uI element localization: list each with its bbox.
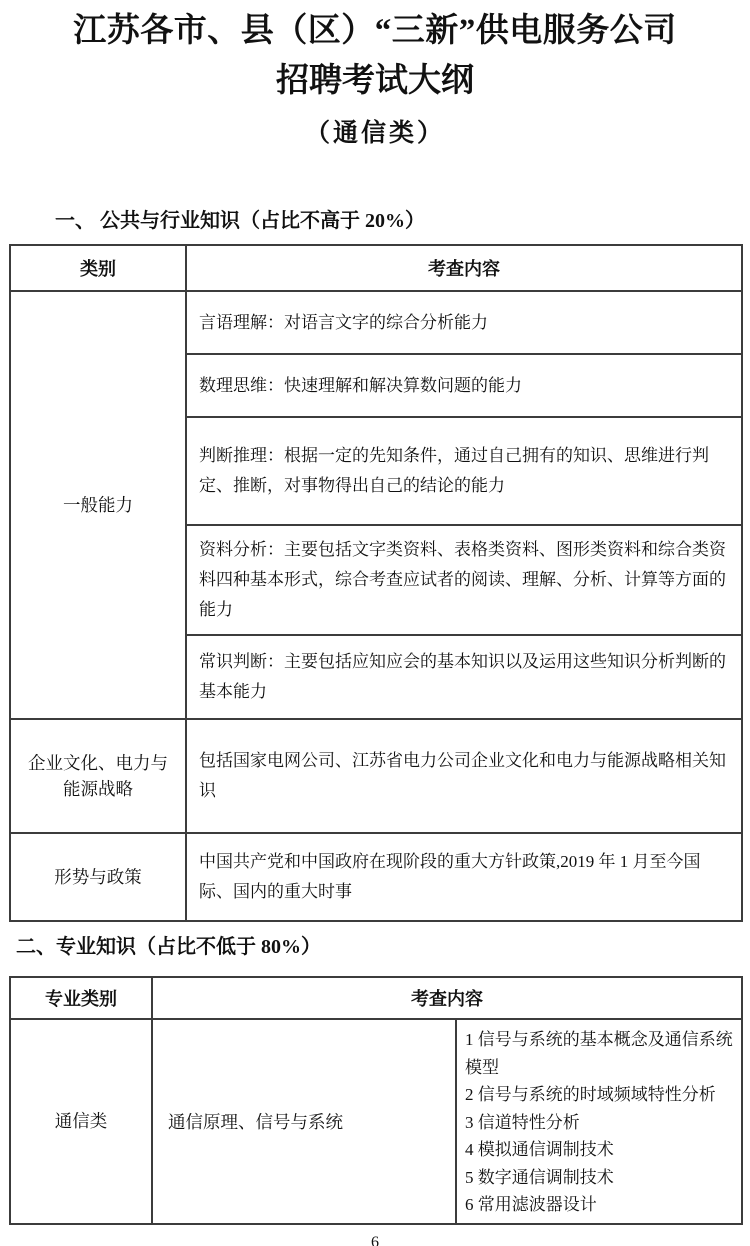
content-cell-verbal: 言语理解：对语言文字的综合分析能力 — [186, 291, 742, 354]
section2-table — [9, 976, 743, 1225]
section1-heading: 一、 公共与行业知识（占比不高于 20%） — [55, 210, 425, 232]
topic-item: 1 信号与系统的基本概念及通信系统模型 — [465, 1030, 733, 1077]
document-title — [0, 0, 750, 152]
table-row — [10, 291, 742, 354]
section2-heading: 二、专业知识（占比不低于 80%） — [16, 936, 321, 958]
category-label: 企业文化、电力与能源战略 — [28, 753, 168, 799]
category-cell-communication: 通信类 — [10, 1019, 152, 1224]
content-cell-judgement: 判断推理：根据一定的先知条件，通过自己拥有的知识、思维进行判定、推断，对事物得出自己的结论的能力 — [186, 417, 742, 525]
content-cell-data-analysis: 资料分析：主要包括文字类资料、表格类资料、图形类资料和综合类资料四种基本形式，综合考查应试者的阅读、理解、分析、计算等方面的能力 — [186, 525, 742, 635]
table-row — [10, 1019, 742, 1224]
section1-table-header-row — [10, 245, 742, 291]
category-cell-general-ability: 一般能力 — [10, 291, 186, 719]
content-cell-current-affairs: 中国共产党和中国政府在现阶段的重大方针政策,2019 年 1 月至今国际、国内的重大时事 — [186, 833, 742, 921]
section1-col-category-header: 类别 — [10, 245, 186, 291]
title-line-1: 江苏各市、县（区）“三新”供电服务公司 — [73, 13, 677, 49]
section1-table — [9, 244, 743, 922]
topic-item: 3 信道特性分析 — [465, 1112, 580, 1132]
category-cell-current-affairs: 形势与政策 — [10, 833, 186, 921]
category-cell-corporate-culture — [10, 719, 186, 833]
title-line-2: 招聘考试大纲 — [276, 63, 474, 99]
page-number: 6 — [371, 1233, 379, 1246]
content-cell-common-sense: 常识判断：主要包括应知应会的基本知识以及运用这些知识分析判断的基本能力 — [186, 635, 742, 719]
content-cell-numerical: 数理思维：快速理解和解决算数问题的能力 — [186, 354, 742, 417]
title-line-3-category: （通信类） — [304, 120, 445, 147]
table-row — [10, 833, 742, 921]
section2-col-category-header: 专业类别 — [10, 977, 152, 1019]
section1-col-content-header: 考查内容 — [186, 245, 742, 291]
topic-item: 5 数字通信调制技术 — [465, 1167, 614, 1187]
topic-item: 2 信号与系统的时域频域特性分析 — [465, 1085, 716, 1104]
section2-col-content-header: 考查内容 — [152, 977, 742, 1019]
topics-cell — [456, 1019, 742, 1224]
subject-cell: 通信原理、信号与系统 — [152, 1019, 456, 1224]
content-cell-corporate-culture: 包括国家电网公司、江苏省电力公司企业文化和电力与能源战略相关知识 — [186, 719, 742, 833]
topic-item: 4 模拟通信调制技术 — [465, 1140, 614, 1159]
section2-table-header-row — [10, 977, 742, 1019]
topic-item: 6 常用滤波器设计 — [465, 1195, 597, 1214]
table-row — [10, 719, 742, 833]
